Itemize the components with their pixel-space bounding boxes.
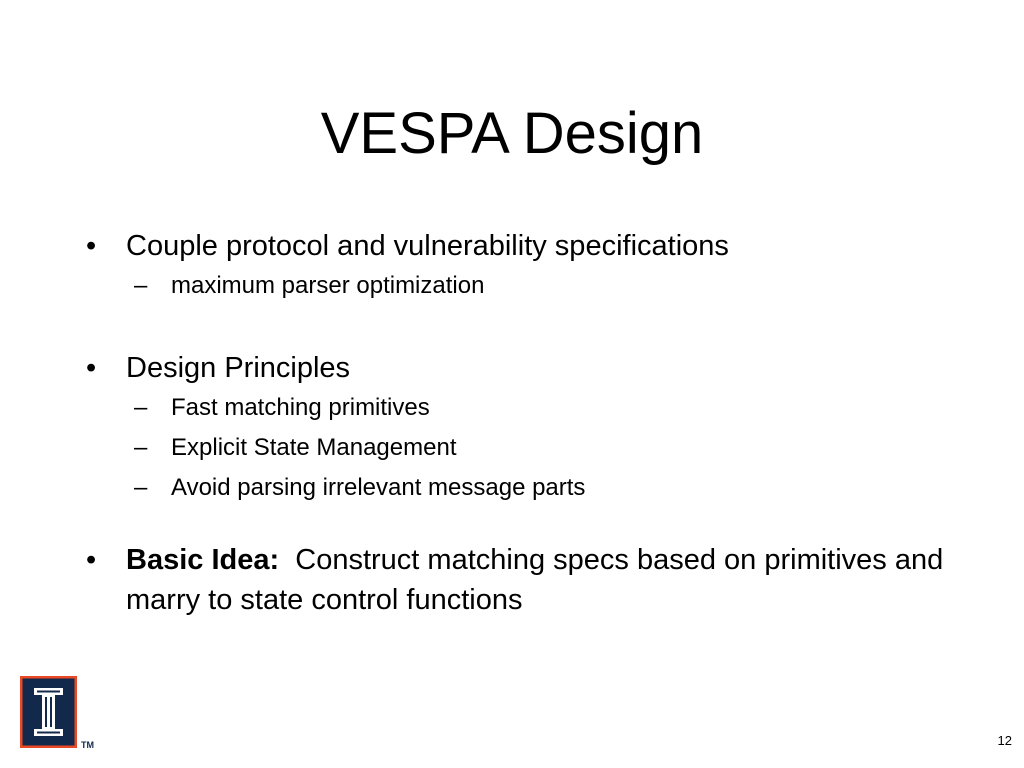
- slide-title: VESPA Design: [320, 101, 704, 166]
- sub-bullet-text: Fast matching primitives: [171, 394, 430, 421]
- dash-glyph: –: [134, 474, 148, 501]
- dash-glyph: –: [134, 272, 148, 299]
- bullet-glyph: •: [86, 352, 97, 384]
- sub-bullet-item: [126, 428, 966, 468]
- bullet-item: [86, 348, 966, 388]
- bullet-text: Couple protocol and vulnerability specifications: [126, 230, 729, 262]
- sub-bullet-text: Explicit State Management: [171, 434, 457, 461]
- bullet-text: Design Principles: [126, 352, 351, 384]
- bullet-item: [86, 540, 966, 620]
- page-number: 12: [997, 733, 1012, 748]
- bullet-text: Construct matching specs based on primitives and marry to state control functions: [126, 544, 944, 616]
- slide-body: [86, 226, 966, 620]
- trademark-mark: TM: [81, 740, 94, 750]
- sub-bullet-text: Avoid parsing irrelevant message parts: [171, 474, 586, 501]
- bullet-item: [86, 226, 966, 266]
- bullet-glyph: •: [86, 230, 97, 262]
- sub-bullet-item: [126, 468, 966, 508]
- sub-bullet-text: maximum parser optimization: [171, 272, 485, 299]
- dash-glyph: –: [134, 394, 148, 421]
- sub-bullet-item: [126, 266, 966, 306]
- bullet-glyph: •: [86, 544, 97, 576]
- dash-glyph: –: [134, 434, 148, 461]
- illinois-logo-icon: [20, 676, 77, 748]
- sub-bullet-item: [126, 388, 966, 428]
- bullet-lead-text: Basic Idea:: [126, 544, 280, 576]
